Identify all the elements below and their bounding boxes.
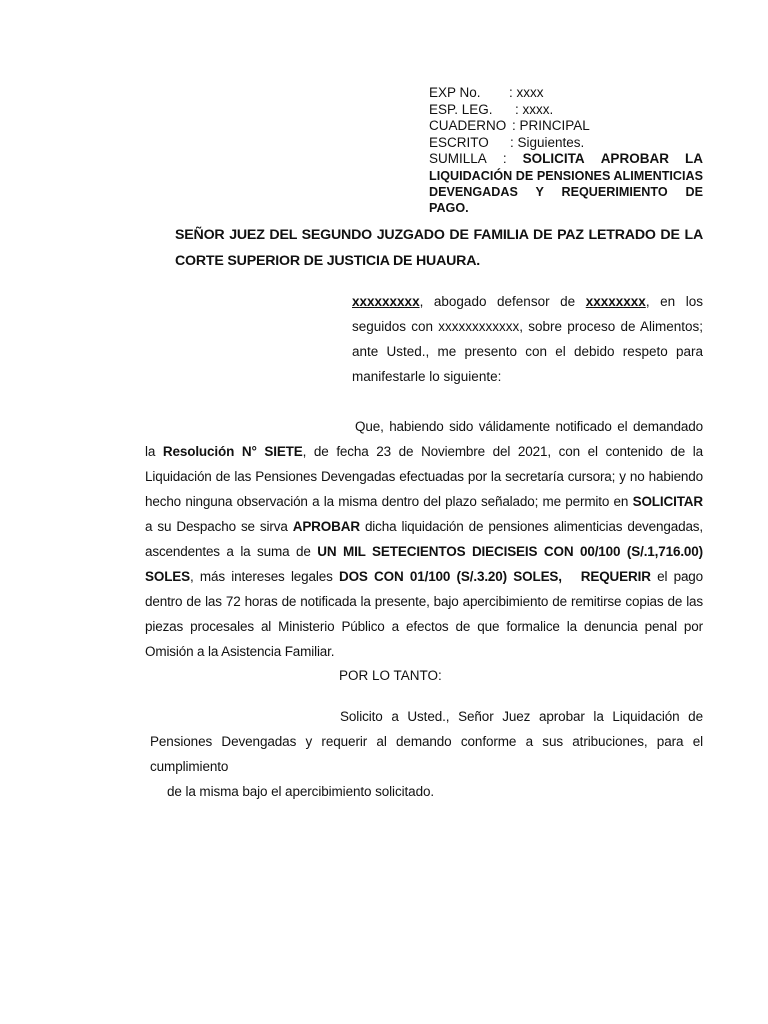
- sumilla-row: [429, 151, 703, 168]
- final-paragraph: [150, 704, 703, 804]
- final-text: de la misma bajo el apercibimiento solicitado.: [167, 784, 435, 799]
- exp-value: : xxxx: [509, 85, 544, 100]
- body-text: , de fecha 23 de Noviembre del 2021, con el contenido de la Liquidación de las Pensiones Devengadas efectuadas por la secretaría cursora; y no habiendo hecho ninguna observación a la misma dentro del plazo señalado; me permito en: [145, 444, 703, 509]
- monto-amount: UN MIL SETECIENTOS DIECISEIS CON 00/100 (S/.1,716.00) SOLES: [145, 544, 703, 584]
- final-text: Solicito a Usted., Señor Juez aprobar la Liquidación de Pensiones Devengadas y requerir al demando conforme a sus atribuciones, para el cumplimiento: [150, 709, 703, 774]
- sumilla-label: SUMILLA: [429, 151, 487, 166]
- sumilla-word: LA: [685, 151, 703, 166]
- escrito-label: ESCRITO: [429, 134, 489, 150]
- body-paragraph: [145, 414, 703, 664]
- cuaderno-row: [429, 118, 703, 135]
- cuaderno-value: : PRINCIPAL: [512, 118, 590, 133]
- body-text: el pago dentro de las 72 horas de notificada la presente, bajo apercibimiento de remitirse copias de las piezas procesales al Ministerio Público a efectos de que formalice la denuncia penal por Omisión a la Asistencia Familiar.: [145, 569, 704, 659]
- esp-label: ESP. LEG.: [429, 101, 493, 117]
- sumilla-colon: :: [502, 151, 507, 166]
- exp-label: EXP No.: [429, 85, 481, 100]
- sumilla-line: LIQUIDACIÓN DE PENSIONES ALIMENTICIAS: [429, 168, 703, 183]
- case-header: [429, 85, 703, 216]
- esp-row: [429, 102, 703, 119]
- escrito-value: : Siguientes.: [510, 134, 585, 150]
- client-name: xxxxxxxx: [585, 294, 646, 309]
- exp-row: [429, 85, 703, 102]
- conclusion-heading: POR LO TANTO:: [339, 668, 442, 683]
- body-text: , más intereses legales: [190, 569, 339, 584]
- body-text: Que, habiendo sido válidamente notificado el demandado la: [145, 419, 703, 459]
- solicitar-term: SOLICITAR: [632, 494, 703, 509]
- intro-text: , abogado defensor de: [419, 294, 586, 309]
- sumilla-word: APROBAR: [600, 151, 669, 166]
- intereses-amount: DOS CON 01/100 (S/.3.20) SOLES,: [338, 569, 562, 584]
- resolucion-ref: Resolución N° SIETE: [162, 444, 303, 459]
- addressee: SEÑOR JUEZ DEL SEGUNDO JUZGADO DE FAMILIA DE PAZ LETRADO DE LA CORTE SUPERIOR DE JUSTICIA DE HUAURA.: [175, 227, 703, 269]
- cuaderno-label: CUADERNO: [429, 118, 507, 133]
- escrito-row: [429, 135, 703, 152]
- sumilla-word: SOLICITA: [522, 151, 585, 166]
- body-text: a su Despacho se sirva: [145, 519, 293, 534]
- sumilla-line: DEVENGADAS Y REQUERIMIENTO DE PAGO.: [429, 184, 703, 215]
- esp-value: : xxxx.: [515, 101, 554, 117]
- intro-text: , en los seguidos con xxxxxxxxxxxx, sobre proceso de Alimentos; ante Usted., me presento con el debido respeto para manifestarle lo siguiente:: [352, 294, 703, 384]
- sumilla-text: [429, 168, 703, 216]
- aprobar-term: APROBAR: [292, 519, 360, 534]
- intro-paragraph: [352, 289, 703, 389]
- requerir-term: REQUERIR: [580, 569, 651, 584]
- attorney-name: xxxxxxxxx: [352, 294, 420, 309]
- body-text: dicha liquidación de pensiones alimenticias devengadas, ascendentes a la suma de: [145, 519, 704, 559]
